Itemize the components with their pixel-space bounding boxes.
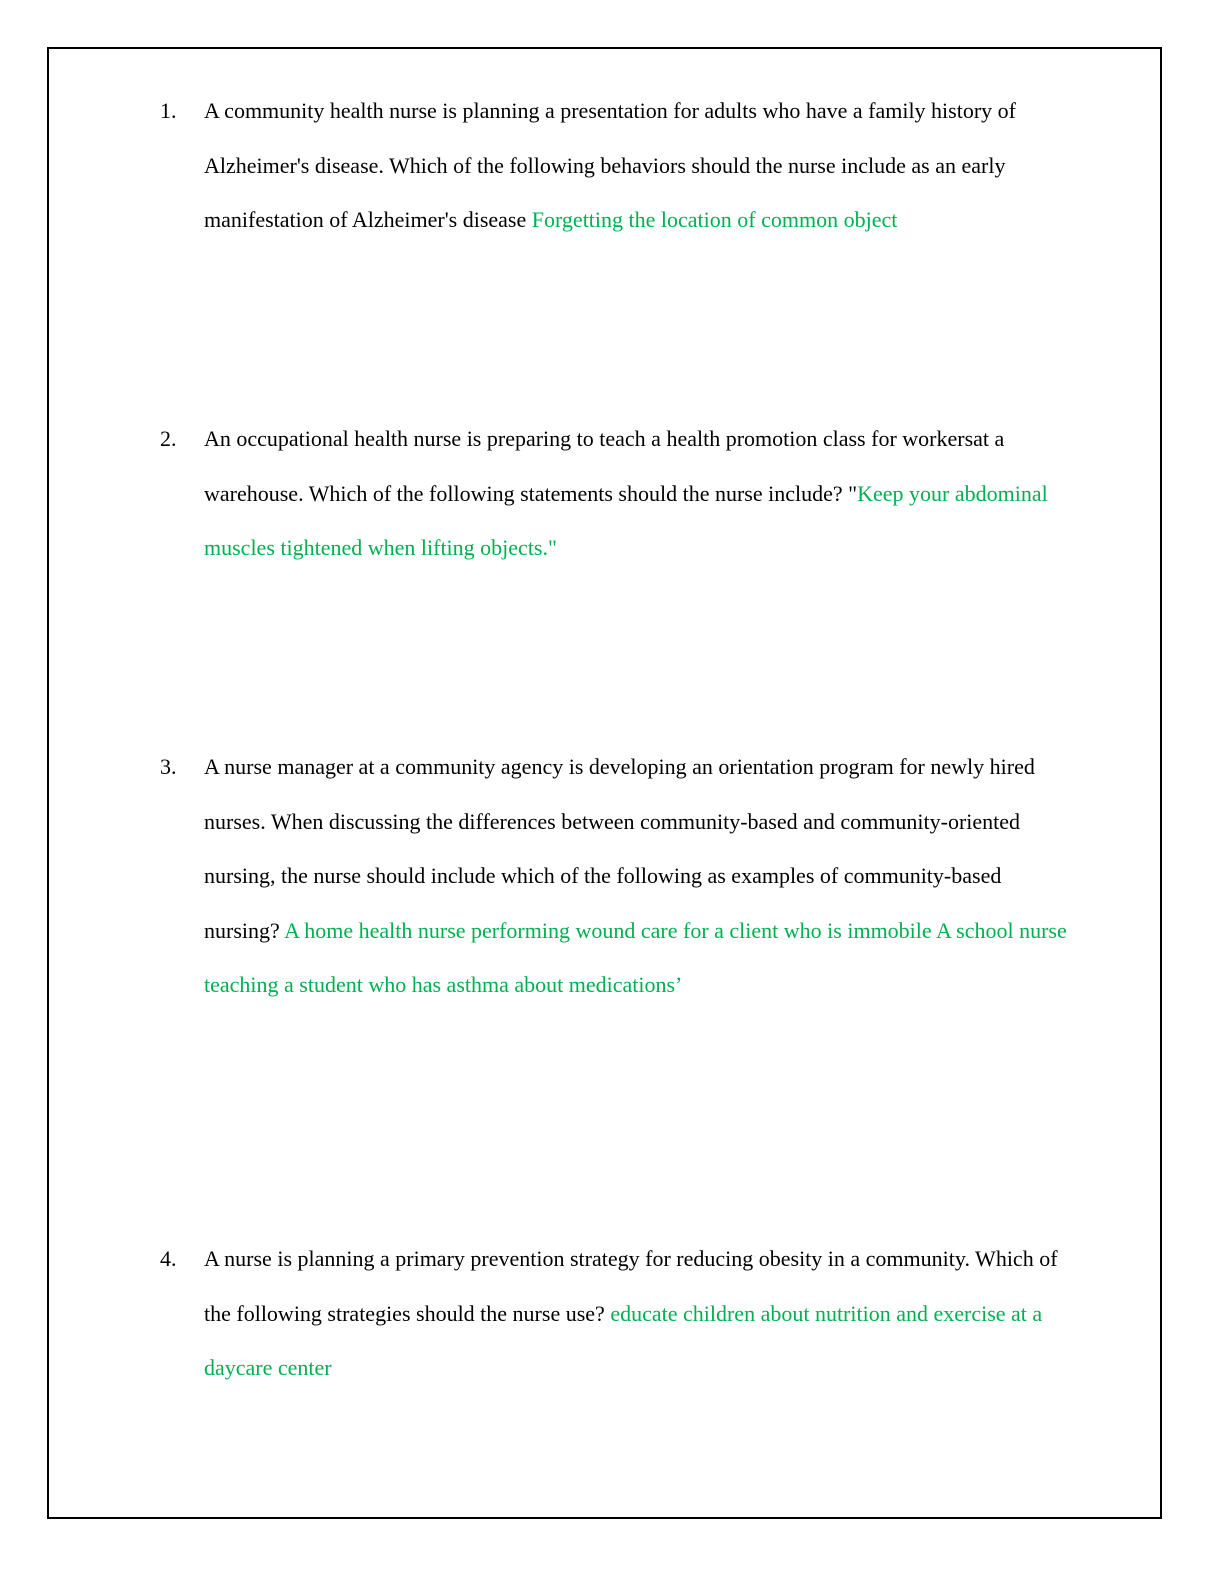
question-4 bbox=[160, 1232, 1070, 1396]
question-number: 4. bbox=[160, 1246, 177, 1271]
answer-text: Keep your abdominal muscles tightened when lifting objects." bbox=[204, 480, 1048, 561]
answer-text: educate children about nutrition and exercise at a daycare center bbox=[204, 1300, 1043, 1381]
question-text: A nurse manager at a community agency is developing an orientation program for newly hired nurses. When discussing the differences between community-based and community-oriented nursing, the nurse should include which of the following as examples of community-based nursing? bbox=[204, 754, 1035, 943]
question-number: 3. bbox=[160, 754, 177, 779]
question-text: A nurse is planning a primary prevention strategy for reducing obesity in a community. Which of the following strategies should the nurse use? bbox=[204, 1246, 1058, 1326]
answer-text: A home health nurse performing wound care for a client who is immobile A school nurse teaching a student who has asthma about medications’ bbox=[204, 917, 1067, 998]
question-2 bbox=[160, 412, 1070, 576]
question-1 bbox=[160, 84, 1070, 248]
answer-text: Forgetting the location of common object bbox=[531, 207, 898, 233]
question-body bbox=[204, 740, 1070, 1013]
question-number: 1. bbox=[160, 98, 177, 123]
question-text: An occupational health nurse is preparing to teach a health promotion class for workersat a warehouse. Which of the following statements should the nurse include? " bbox=[204, 426, 1005, 506]
question-text: A community health nurse is planning a presentation for adults who have a family history of Alzheimer's disease. Which of the following behaviors should the nurse include as an early manifestation of Alzheimer's disease bbox=[204, 98, 1016, 233]
question-body bbox=[204, 1232, 1070, 1396]
question-number: 2. bbox=[160, 426, 177, 451]
question-body bbox=[204, 412, 1070, 576]
question-body bbox=[204, 84, 1070, 248]
question-3 bbox=[160, 740, 1070, 1013]
